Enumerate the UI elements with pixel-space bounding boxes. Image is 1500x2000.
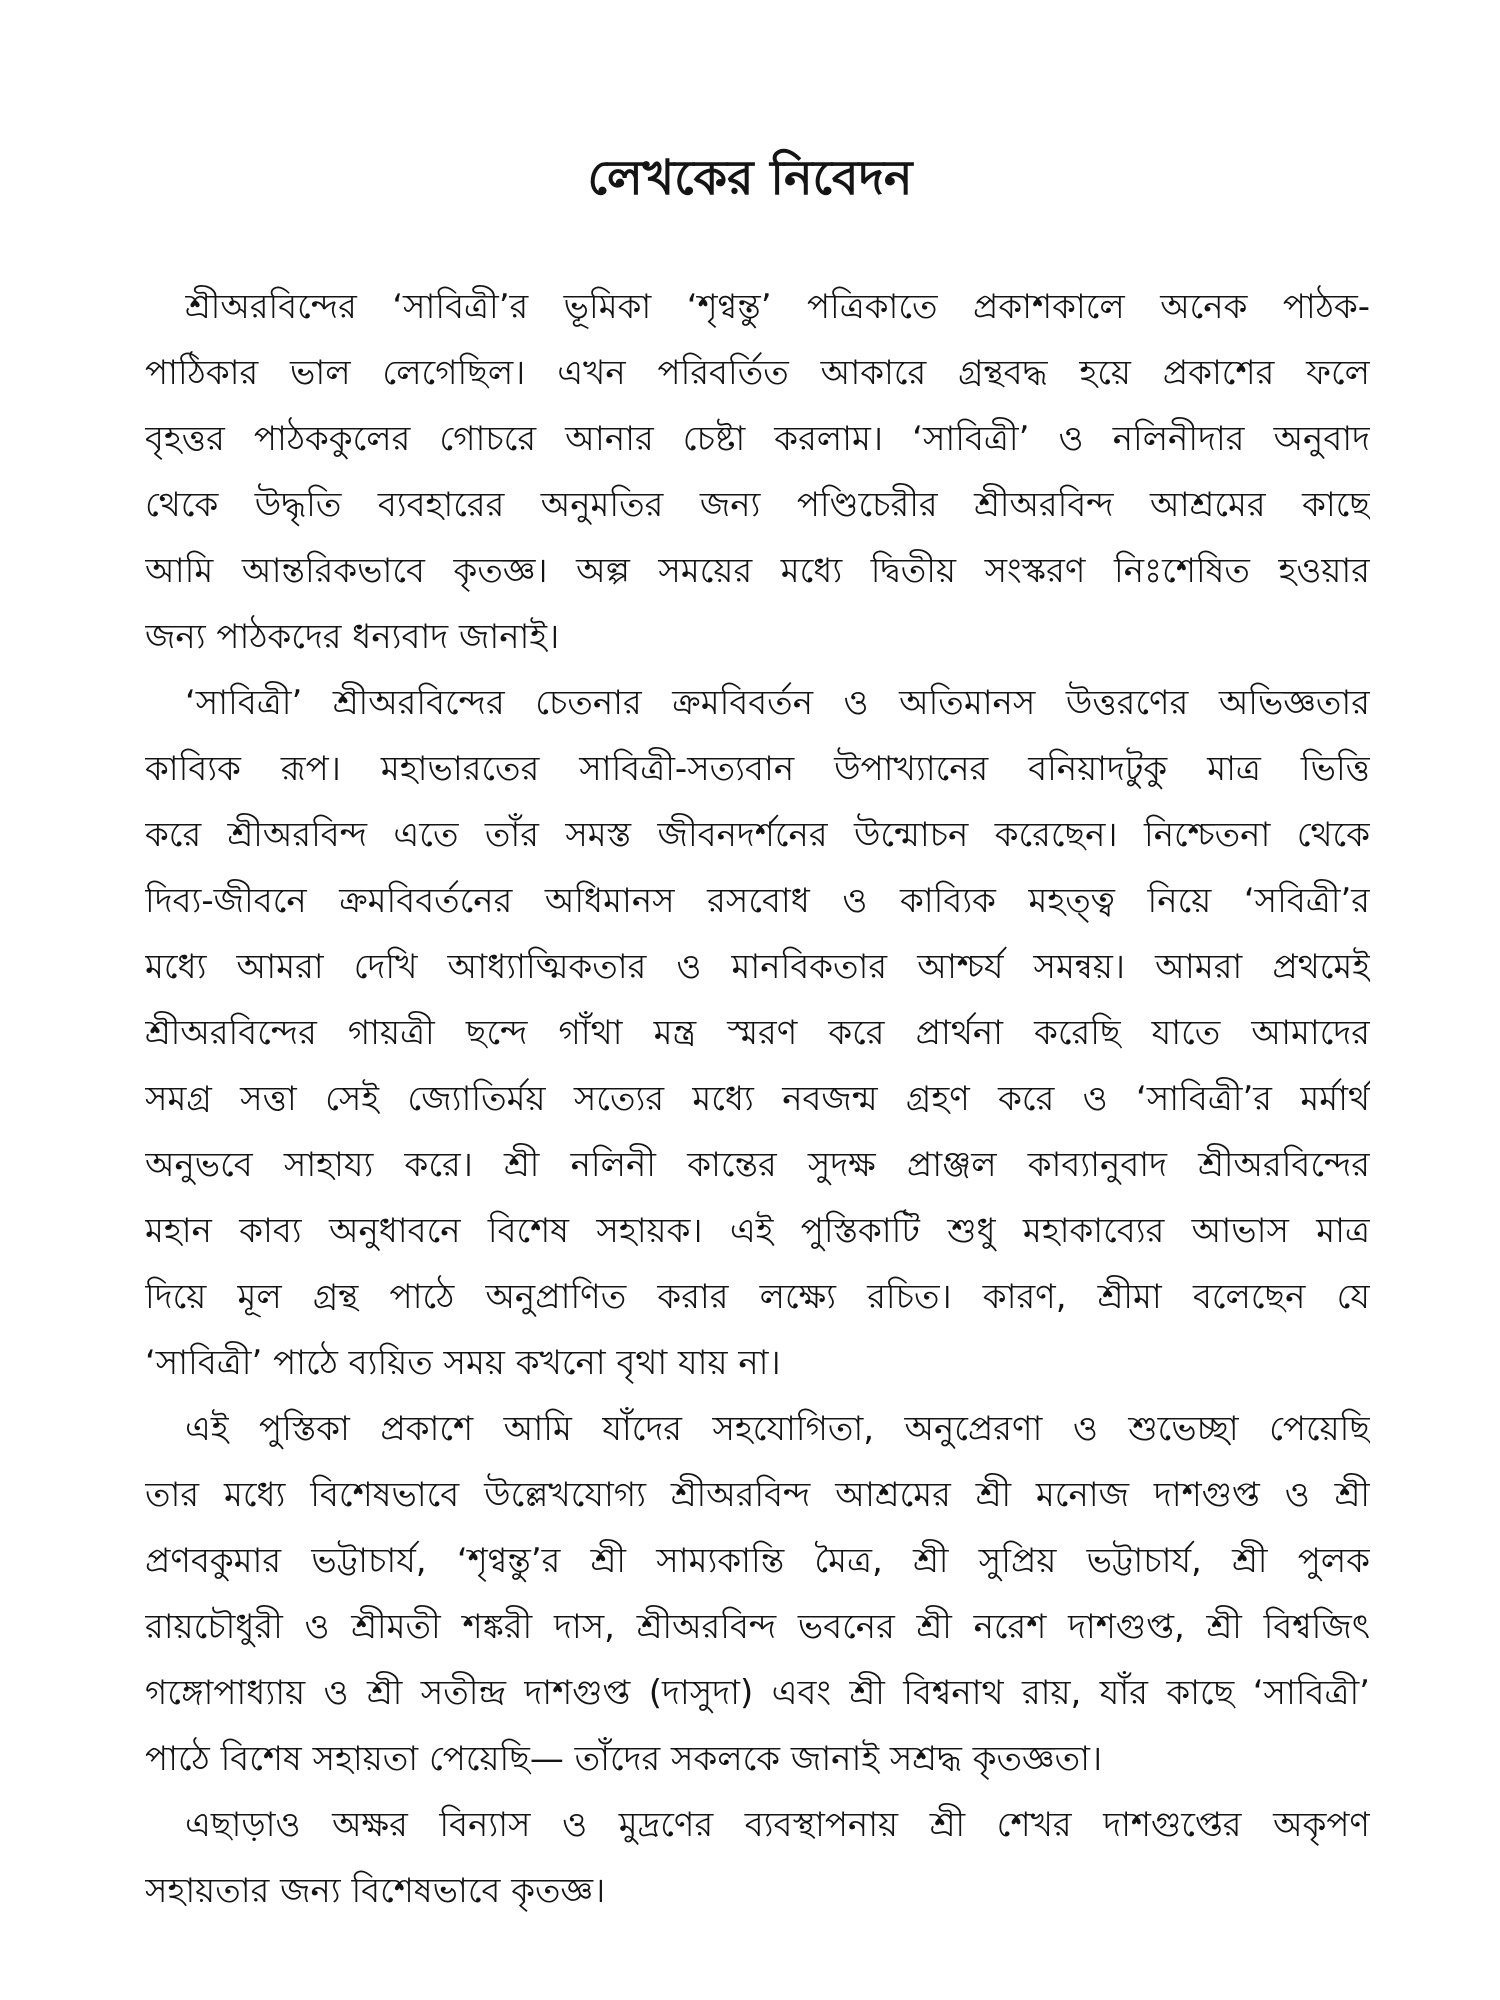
paragraph-2-line-11: ‘সাবিত্রী’ পাঠে ব্যয়িত সময় কখনো বৃথা যায় না।: [145, 1343, 781, 1383]
paragraph-2-line-8: অনুভবে সাহায্য করে। শ্রী নলিনী কান্তের সুদক্ষ প্রাঞ্জল কাব্যানুবাদ শ্রীঅরবিন্দের: [145, 1145, 1370, 1185]
paragraph-3-line-3: প্রণবকুমার ভট্টাচার্য, ‘শৃণ্বন্তু’র শ্রী সাম্যকান্তি মৈত্র, শ্রী সুপ্রিয় ভট্টাচার্য, শ্রী পুলক: [145, 1541, 1370, 1581]
paragraph-1-line-1: শ্রীঅরবিন্দের ‘সাবিত্রী’র ভূমিকা ‘শৃণ্বন্তু’ পত্রিকাতে প্রকাশকালে অনেক পাঠক-: [185, 287, 1370, 327]
paragraph-1-line-3: বৃহত্তর পাঠককুলের গোচরে আনার চেষ্টা করলাম। ‘সাবিত্রী’ ও নলিনীদার অনুবাদ: [145, 419, 1370, 459]
paragraph-2-line-10: দিয়ে মূল গ্রন্থ পাঠে অনুপ্রাণিত করার লক্ষ্যে রচিত। কারণ, শ্রীমা বলেছেন যে: [145, 1277, 1370, 1317]
paragraph-2-line-9: মহান কাব্য অনুধাবনে বিশেষ সহায়ক। এই পুস্তিকাটি শুধু মহাকাব্যের আভাস মাত্র: [145, 1211, 1370, 1251]
paragraph-3-line-6: পাঠে বিশেষ সহায়তা পেয়েছি— তাঁদের সকলকে জানাই সশ্রদ্ধ কৃতজ্ঞতা।: [145, 1739, 1103, 1779]
paragraph-2-line-6: শ্রীঅরবিন্দের গায়ত্রী ছন্দে গাঁথা মন্ত্র স্মরণ করে প্রার্থনা করেছি যাতে আমাদের: [145, 1013, 1370, 1053]
paragraph-1-line-4: থেকে উদ্ধৃতি ব্যবহারের অনুমতির জন্য পণ্ডিচেরীর শ্রীঅরবিন্দ আশ্রমের কাছে: [145, 485, 1370, 525]
page-title: লেখকের নিবেদন: [587, 150, 913, 206]
paragraph-3-line-2: তার মধ্যে বিশেষভাবে উল্লেখযোগ্য শ্রীঅরবিন্দ আশ্রমের শ্রী মনোজ দাশগুপ্ত ও শ্রী: [145, 1475, 1370, 1515]
paragraph-4-line-2: সহায়তার জন্য বিশেষভাবে কৃতজ্ঞ।: [145, 1871, 606, 1911]
paragraph-2-line-3: করে শ্রীঅরবিন্দ এতে তাঁর সমস্ত জীবনদর্শনের উন্মোচন করেছেন। নিশ্চেতনা থেকে: [145, 815, 1370, 855]
paragraph-2-line-1: ‘সাবিত্রী’ শ্রীঅরবিন্দের চেতনার ক্রমবিবর্তন ও অতিমানস উত্তরণের অভিজ্ঞতার: [185, 683, 1370, 723]
paragraph-3-line-1: এই পুস্তিকা প্রকাশে আমি যাঁদের সহযোগিতা, অনুপ্রেরণা ও শুভেচ্ছা পেয়েছি: [185, 1409, 1370, 1449]
paragraph-1-line-6: জন্য পাঠকদের ধন্যবাদ জানাই।: [145, 617, 560, 657]
paragraph-2-line-4: দিব্য-জীবনে ক্রমবিবর্তনের অধিমানস রসবোধ ও কাব্যিক মহত্ত্ব নিয়ে ‘সবিত্রী’র: [145, 881, 1370, 921]
paragraph-2-line-7: সমগ্র সত্তা সেই জ্যোতির্ময় সত্যের মধ্যে নবজন্ম গ্রহণ করে ও ‘সাবিত্রী’র মর্মার্থ: [145, 1079, 1370, 1119]
paragraph-1-line-5: আমি আন্তরিকভাবে কৃতজ্ঞ। অল্প সময়ের মধ্যে দ্বিতীয় সংস্করণ নিঃশেষিত হওয়ার: [145, 551, 1370, 591]
paragraph-2-line-2: কাব্যিক রূপ। মহাভারতের সাবিত্রী-সত্যবান উপাখ্যানের বনিয়াদটুকু মাত্র ভিত্তি: [145, 749, 1370, 789]
paragraph-3-line-4: রায়চৌধুরী ও শ্রীমতী শঙ্করী দাস, শ্রীঅরবিন্দ ভবনের শ্রী নরেশ দাশগুপ্ত, শ্রী বিশ্বজিৎ: [145, 1607, 1370, 1647]
paragraph-2-line-5: মধ্যে আমরা দেখি আধ্যাত্মিকতার ও মানবিকতার আশ্চর্য সমন্বয়। আমরা প্রথমেই: [145, 947, 1370, 987]
paragraph-3-line-5: গঙ্গোপাধ্যায় ও শ্রী সতীন্দ্র দাশগুপ্ত (দাসুদা) এবং শ্রী বিশ্বনাথ রায়, যাঁর কাছে ‘সাবিত্রী’: [145, 1673, 1370, 1713]
paragraph-4-line-1: এছাড়াও অক্ষর বিন্যাস ও মুদ্রণের ব্যবস্থাপনায় শ্রী শেখর দাশগুপ্তের অকৃপণ: [185, 1805, 1370, 1845]
paragraph-1-line-2: পাঠিকার ভাল লেগেছিল। এখন পরিবর্তিত আকারে গ্রন্থবদ্ধ হয়ে প্রকাশের ফলে: [145, 353, 1370, 393]
